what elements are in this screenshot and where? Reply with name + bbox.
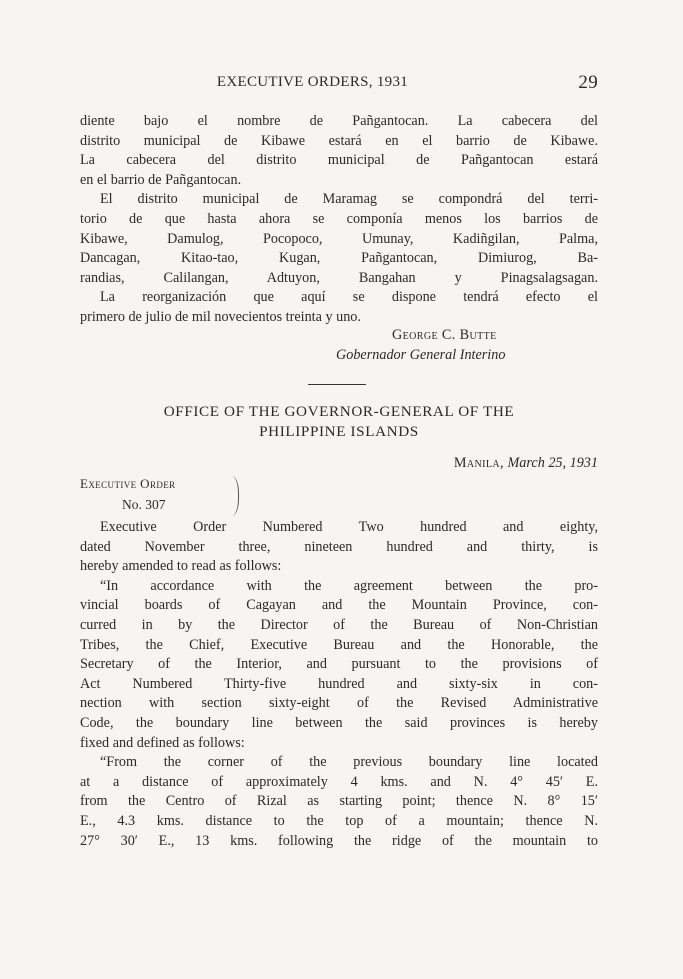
text-line: torio de que hasta ahora se componía menos los barrios de [80, 210, 598, 227]
text-line: El distrito municipal de Maramag se compondrá del terri- [100, 191, 598, 208]
text-line: Executive Order Numbered Two hundred and eighty, [100, 519, 598, 535]
paragraph-continuation [80, 112, 598, 328]
text-line: nection with section sixty-eight of the Revised Administrative [80, 695, 598, 712]
text-line: Tribes, the Chief, Executive Bureau and the Honorable, the [80, 636, 598, 653]
dateline-place: Manila, [453, 455, 504, 471]
text-line: from the Centro of Rizal as starting point; thence N. 8° 15′ [80, 793, 598, 810]
paragraph-4 [80, 518, 598, 577]
executive-order-label: Executive Order [80, 476, 176, 491]
signature-block [80, 326, 598, 368]
dateline-date: March 25, 1931 [507, 455, 598, 471]
paragraph-3 [80, 288, 598, 327]
order-body [80, 518, 598, 851]
text-line: fixed and defined as follows: [80, 734, 245, 751]
bracket [232, 476, 239, 516]
executive-order-number: No. 307 [122, 497, 166, 512]
signatory-name: George C. Butte [392, 327, 497, 343]
text-line: La reorganización que aquí se dispone tendrá efecto el [100, 289, 598, 306]
text-line: “From the corner of the previous boundary line located [100, 754, 598, 771]
text-line: primero de julio de mil novecientos treinta y uno. [80, 308, 361, 325]
text-line: Code, the boundary line between the said provinces is hereby [80, 714, 598, 731]
office-heading [80, 402, 598, 442]
text-line: La cabecera del distrito municipal de Pañgantocan estará [80, 152, 598, 169]
text-line: at a distance of approximately 4 kms. and N. 4° 45′ E. [80, 773, 598, 790]
text-line: en el barrio de Pañgantocan. [80, 171, 242, 188]
text-line: “In accordance with the agreement between the pro- [100, 577, 598, 594]
office-heading-line-2: PHILIPPINE ISLANDS [259, 423, 419, 440]
running-head [80, 74, 598, 94]
running-head-title: EXECUTIVE ORDERS, 1931 [216, 74, 409, 90]
page-number: 29 [578, 72, 598, 93]
text-line: Act Numbered Thirty-five hundred and sixty-six in con- [80, 675, 598, 692]
text-line: 27° 30′ E., 13 kms. following the ridge of the mountain to [80, 832, 598, 849]
paragraph-1 [80, 112, 598, 190]
text-line: diente bajo el nombre de Pañgantocan. La cabecera del [80, 113, 598, 129]
text-line: E., 4.3 kms. distance to the top of a mountain; thence N. [80, 812, 598, 829]
paragraph-2 [80, 190, 598, 288]
signatory-title: Gobernador General Interino [336, 347, 506, 363]
text-line: Kibawe, Damulog, Pocopoco, Umunay, Kadiñgilan, Palma, [80, 230, 598, 247]
text-line: Dancagan, Kitao-tao, Kugan, Pañgantocan, Dimiurog, Ba- [80, 250, 598, 267]
text-line: curred in by the Director of the Bureau of Non-Christian [80, 616, 598, 633]
text-line: hereby amended to read as follows: [80, 558, 282, 575]
text-line: dated November three, nineteen hundred and thirty, is [80, 538, 598, 555]
text-line: vincial boards of Cagayan and the Mountain Province, con- [80, 597, 598, 614]
text-line: randias, Calilangan, Adtuyon, Bangahan y Pinagsalagsagan. [80, 269, 598, 286]
paragraph-6 [80, 753, 598, 851]
text-line: distrito municipal de Kibawe estará en el barrio de Kibawe. [80, 132, 598, 149]
dateline [454, 455, 598, 472]
office-heading-line-1: OFFICE OF THE GOVERNOR-GENERAL OF THE [163, 403, 515, 420]
paragraph-5 [80, 577, 598, 753]
section-divider [308, 384, 366, 385]
text-line: Secretary of the Interior, and pursuant to the provisions of [80, 656, 598, 673]
